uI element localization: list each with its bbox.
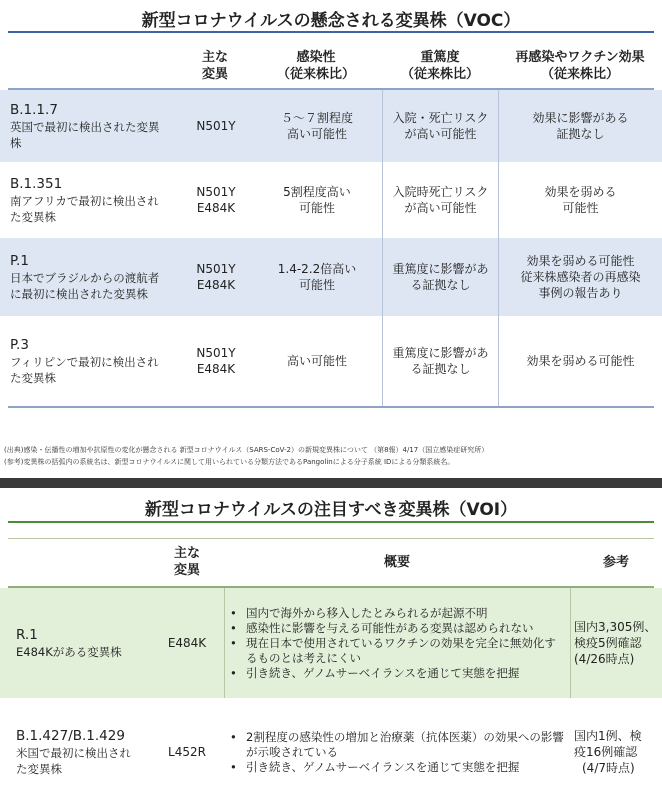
variant-name: R.1 — [16, 627, 38, 643]
variant-name: P.1 — [10, 253, 29, 269]
voi-grid-line — [570, 588, 571, 698]
reference-cell: 国内1例、検 疫16例確認 (4/7時点) — [574, 729, 642, 775]
summary-bullet: • 現在日本で使用されているワクチンの効果を完全に無効化するものとは考えにくい — [246, 636, 566, 666]
voi-header-reference: 参考 — [602, 554, 629, 570]
voc-header-reinfection: 再感染やワクチン効果 （従来株比） — [515, 50, 645, 82]
variant-cell: R.1 E484Kがある変異株 — [16, 588, 150, 698]
summary-bullet: • 引き続き、ゲノムサーベイランスを通じて実態を把握 — [246, 666, 566, 681]
summary-bullet: • 感染性に影響を与える可能性がある変異は認められない — [246, 621, 566, 636]
summary-cell — [226, 714, 566, 790]
mutation-cell: N501Y E484K — [196, 185, 236, 215]
voi-title-underline — [8, 521, 654, 523]
severity-cell: 重篤度に影響があ る証拠なし — [392, 262, 489, 292]
variant-cell: B.1.351 南アフリカで最初に検出され た変異株 — [10, 162, 180, 238]
voc-header-mutation: 主な 変異 — [201, 50, 228, 82]
reinfection-cell: 効果を弱める可能性 — [526, 354, 635, 368]
voc-header-infectivity: 感染性 （従来株比） — [276, 50, 355, 82]
severity-cell: 重篤度に影響があ る証拠なし — [392, 346, 489, 376]
variant-cell: P.3 フィリピンで最初に検出され た変異株 — [10, 316, 180, 406]
voc-title: 新型コロナウイルスの懸念される変異株（VOC） — [141, 11, 521, 31]
summary-bullet: • 2割程度の感染性の増加と治療薬（抗体医薬）の効果への影響が示唆されている — [246, 730, 566, 760]
variant-cell: P.1 日本でブラジルからの渡航者 に最初に検出された変異株 — [10, 238, 180, 316]
voc-header-severity: 重篤度 （従来株比） — [400, 50, 479, 82]
voi-header-summary: 概要 — [383, 554, 410, 570]
voc-title-underline — [8, 31, 654, 33]
reinfection-cell: 効果に影響がある 証拠なし — [532, 111, 629, 141]
variant-name: B.1.351 — [10, 176, 63, 192]
variant-name: B.1.427/B.1.429 — [16, 728, 125, 744]
mutation-cell: N501Y E484K — [196, 262, 236, 292]
variant-cell: B.1.427/B.1.429 米国で最初に検出され た変異株 — [16, 714, 150, 790]
variant-cell: B.1.1.7 英国で最初に検出された変異 株 — [10, 90, 180, 162]
infectivity-cell: 高い可能性 — [286, 354, 347, 368]
summary-cell — [226, 588, 566, 698]
voc-bottom-rule — [8, 406, 654, 408]
voi-header-top-rule — [8, 538, 654, 539]
reference-cell: 国内3,305例、 検疫5例確認 (4/26時点) — [574, 620, 657, 666]
voi-header-mutation: 主な 変異 — [173, 546, 200, 578]
mutation-cell: N501Y E484K — [196, 346, 236, 376]
severity-cell: 入院時死亡リスク が高い可能性 — [392, 185, 489, 215]
mutation-cell: L452R — [168, 745, 206, 759]
infectivity-cell: 5割程度高い 可能性 — [283, 185, 351, 215]
infectivity-cell: ５～７割程度 高い可能性 — [280, 111, 353, 141]
variant-name: B.1.1.7 — [10, 102, 58, 118]
severity-cell: 入院・死亡リスク が高い可能性 — [392, 111, 489, 141]
voi-panel — [0, 488, 662, 794]
reinfection-cell: 効果を弱める 可能性 — [544, 185, 617, 215]
mutation-cell: N501Y — [196, 119, 236, 133]
infectivity-cell: 1.4-2.2倍高い 可能性 — [277, 262, 357, 292]
voi-title: 新型コロナウイルスの注目すべき変異株（VOI） — [144, 500, 518, 520]
panel-separator — [0, 478, 662, 488]
voi-grid-line — [224, 588, 225, 698]
mutation-cell: E484K — [167, 636, 207, 650]
summary-bullet: • 引き続き、ゲノムサーベイランスを通じて実態を把握 — [246, 760, 566, 775]
reinfection-cell: 効果を弱める可能性 従来株感染者の再感染 事例の報告あり — [520, 254, 641, 300]
reference-note: (参考)変異株の括弧内の系統名は、新型コロナウイルスに関して用いられている分類方法であるPangolinによる分子系統 IDによる分類系統名。 — [4, 458, 455, 466]
variant-name: P.3 — [10, 337, 29, 353]
source-note: (出典)感染・伝播性の増加や抗原性の変化が懸念される 新型コロナウイルス（SARS-CoV-2）の新規変異株について （第8報）4/17（国立感染症研究所） — [4, 446, 489, 454]
summary-bullet: • 国内で海外から移入したとみられるが起源不明 — [246, 606, 566, 621]
